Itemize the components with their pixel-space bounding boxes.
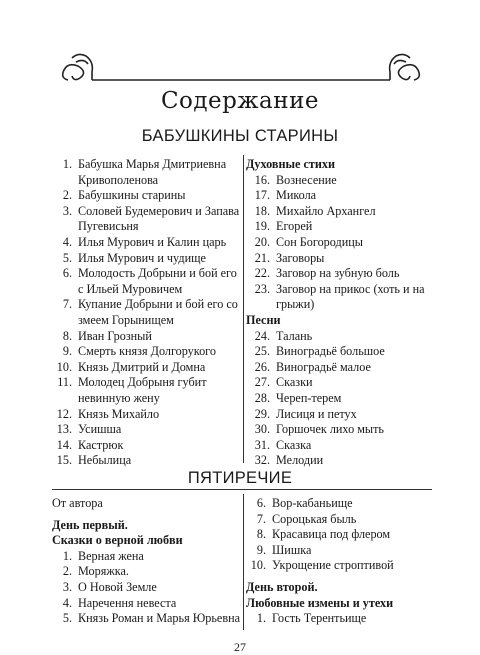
toc-entry[interactable]: 1. Гость Терентьище [256,611,367,626]
section2-right-column [246,496,436,627]
toc-entry[interactable]: 31. Сказка [254,437,312,452]
toc-entry[interactable]: 29. Лисиця и петух [254,406,357,421]
toc-entry[interactable]: 6. Молодость Добрыни и бой его с Ильей Муровичем [62,266,237,296]
subsection-heading: Духовные стихи [246,157,336,171]
header-ornament [58,50,424,84]
toc-entry[interactable]: 26. Виноградьё малое [254,359,371,374]
toc-entry[interactable]: 8. Иван Грозный [62,328,152,343]
toc-entry[interactable]: 10. Князь Дмитрий и Домна [56,359,206,374]
toc-entry[interactable]: 1. Бабушка Марья Дмитриевна Кривополенова [62,157,227,187]
toc-entry[interactable]: 2. Бабушкины старины [62,188,186,203]
toc-entry[interactable]: 3. О Новой Земле [62,579,157,594]
section1-right-column [246,157,436,469]
toc-entry[interactable]: 19. Егорей [254,219,313,234]
toc-entry[interactable]: 4. Илья Мурович и Калин царь [62,234,227,249]
toc-entry[interactable]: 5. Илья Мурович и чудище [62,250,206,265]
toc-entry[interactable]: 13. Усишша [56,422,122,437]
column-divider [243,494,244,630]
toc-entry[interactable]: 15. Небылица [56,453,132,468]
page-number: 27 [234,640,246,654]
section1-left-column [52,157,240,469]
toc-entry[interactable]: 7. Сороцькая быль [256,511,357,526]
toc-entry[interactable]: 32. Мелодии [254,453,324,468]
toc-entry[interactable]: 12. Князь Михайло [56,406,160,421]
toc-entry[interactable]: 3. Соловей Будемерович и Запава Пугевисьня [62,203,240,234]
toc-entry[interactable]: 17. Микола [254,188,317,203]
toc-entry[interactable]: 7. Купание Добрыни и бой его со змеем Горынищем [62,297,238,327]
toc-entry[interactable]: 27. Сказки [254,375,313,390]
section2-left-column [52,496,244,627]
toc-entry[interactable]: 22. Заговор на зубную боль [254,266,400,281]
toc-intro[interactable]: От автора [52,496,103,510]
toc-entry[interactable]: 9. Шишка [256,542,312,557]
toc-entry[interactable]: 4. Наречення невеста [62,595,177,610]
toc-entry[interactable]: 5. Князь Роман и Марья Юрьевна [62,611,241,626]
subsection-heading: Сказки о верной любви [52,533,183,548]
subsection-heading: День первый. [52,517,128,532]
toc-entry[interactable]: 6. Вор-кабаньище [256,496,353,510]
toc-entry[interactable]: 24. Талань [254,328,313,343]
column-divider [243,155,244,463]
section-title-pyatirechie: ПЯТИРЕЧИЕ [187,469,293,487]
toc-entry[interactable]: 25. Виноградьё большое [254,344,385,359]
toc-entry[interactable]: 20. Сон Богородицы [254,234,363,249]
section-title-babushkiny: БАБУШКИНЫ СТАРИНЫ [141,127,339,145]
toc-entry[interactable]: 14. Кастрюк [56,437,124,452]
toc-entry[interactable]: 21. Заговоры [254,250,325,265]
toc-entry[interactable]: 23. Заговор на прикос (хоть и на грыжи) [254,281,425,312]
toc-entry[interactable]: 28. Череп-терем [254,390,342,405]
toc-entry[interactable]: 11. Молодец Добрыня губит невинную жену [57,375,207,405]
toc-entry[interactable]: 2. Моряжка. [62,564,129,579]
subsection-heading: Любовные измены и утехи [246,595,394,610]
toc-entry[interactable]: 30. Горшочек лихо мыть [254,422,384,437]
toc-entry[interactable]: 16. Вознесение [254,172,337,187]
subsection-heading: Песни [246,312,281,327]
subsection-heading: День второй. [246,579,318,594]
page-title: Содержание [160,88,320,114]
section-rule [52,489,432,490]
toc-entry[interactable]: 9. Смерть князя Долгорукого [62,344,216,359]
toc-entry[interactable]: 10. Укрощение строптивой [250,558,394,573]
toc-entry[interactable]: 18. Михайло Архангел [254,203,376,218]
toc-entry[interactable]: 8. Красавица под флером [256,527,391,542]
toc-entry[interactable]: 1. Верная жена [62,548,144,563]
